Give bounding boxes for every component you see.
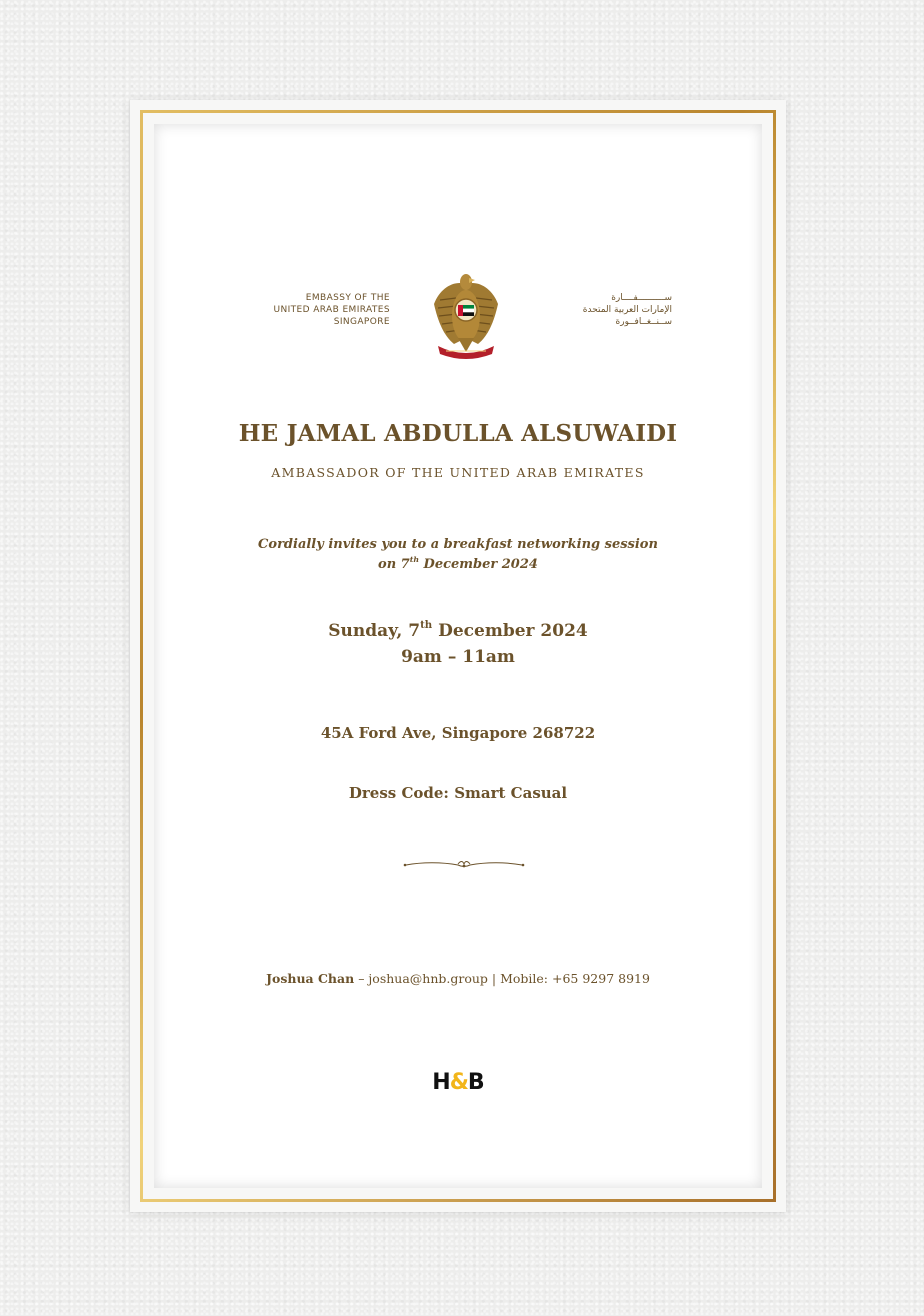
event-date [154,618,762,644]
embassy-english-line: SINGAPORE [333,317,390,327]
event-date-suffix: December 2024 [432,621,588,641]
invitation-date-ordinal: th [409,554,420,564]
invitation-line-1: Cordially invites you to a breakfast networking session [258,537,658,552]
logo-b: B [467,1070,484,1095]
event-date-ordinal: th [420,619,433,632]
uae-falcon-emblem-icon [432,270,500,360]
invitation-date-prefix: on 7 [378,557,410,572]
invitation-text [154,535,762,575]
contact-name: Joshua Chan [266,971,355,986]
embassy-english-line: UNITED ARAB EMIRATES [273,305,390,315]
invitation-inner-panel [154,124,762,1188]
event-time: 9am – 11am [401,647,515,667]
invitation-line-2 [154,555,762,575]
embassy-arabic-name [532,292,672,328]
dress-code: Dress Code: Smart Casual [348,784,568,802]
logo-h: H [432,1070,450,1095]
embassy-header [154,270,762,360]
flourish-divider-icon [402,858,526,872]
host-title: AMBASSADOR OF THE UNITED ARAB EMIRATES [271,465,645,480]
embassy-arabic-line: ســنــغــافــورة [615,317,672,327]
embassy-english-line: EMBASSY OF THE [305,293,390,303]
embassy-arabic-line: الإمارات العربية المتحدة [582,305,672,315]
host-name: HE JAMAL ABDULLA ALSUWAIDI [238,420,678,447]
contact-details: – joshua@hnb.group | Mobile: +65 9297 8919 [354,971,650,986]
logo-ampersand: & [449,1070,468,1095]
invitation-card [130,100,786,1212]
hnb-logo [154,1070,762,1095]
event-date-prefix: Sunday, 7 [328,621,421,641]
event-address: 45A Ford Ave, Singapore 268722 [320,724,596,742]
embassy-english-name [190,292,390,328]
event-date-time [154,618,762,670]
invitation-date-suffix: December 2024 [419,557,538,572]
contact-line [154,971,762,986]
embassy-arabic-line: ســــــــــفــــارة [611,293,672,303]
